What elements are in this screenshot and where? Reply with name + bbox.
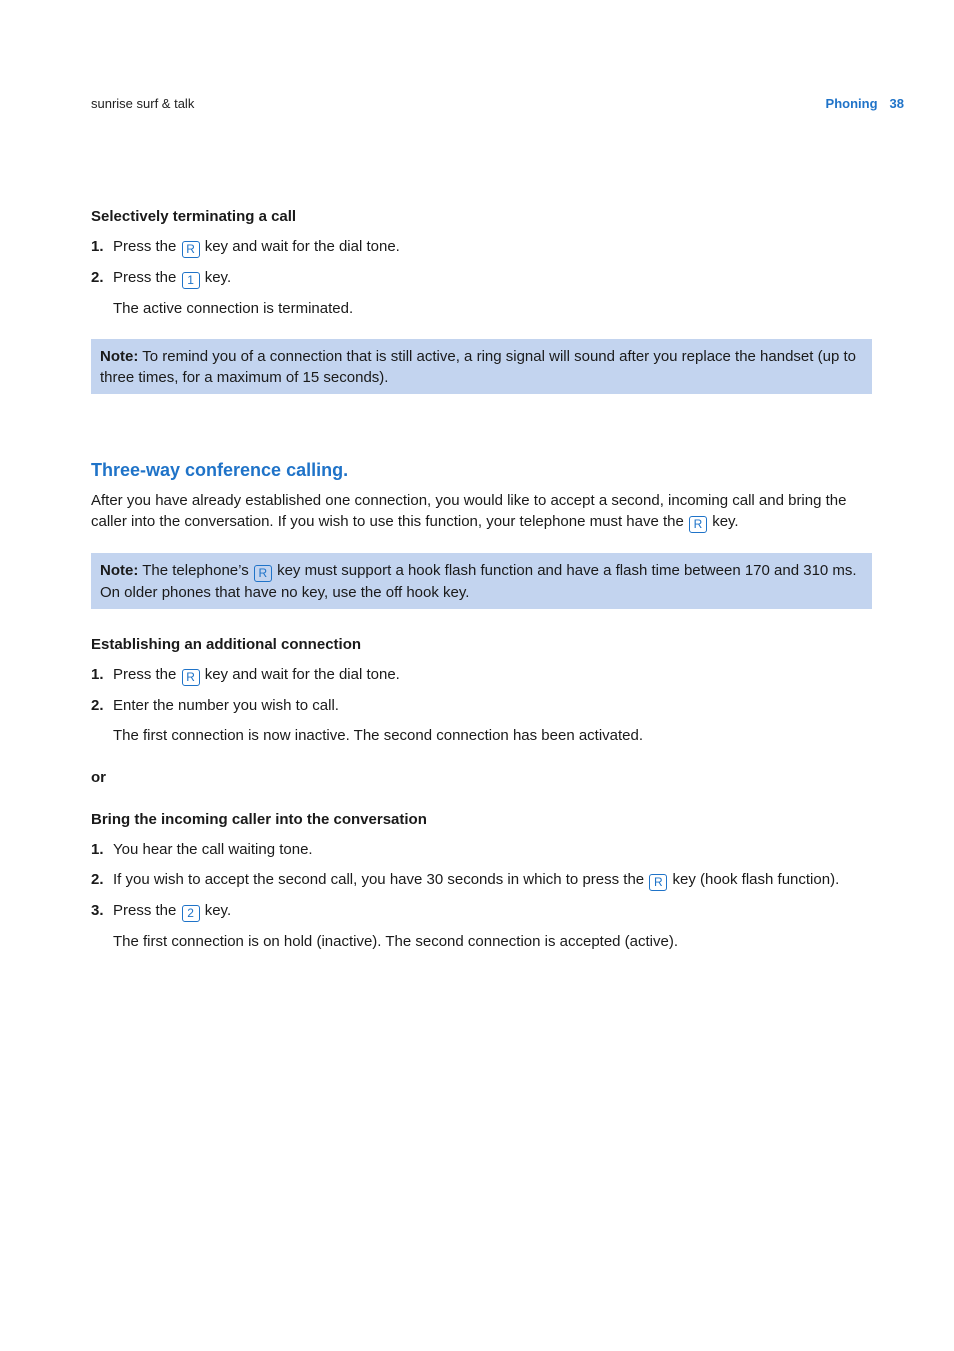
- running-header-title: sunrise surf & talk: [91, 96, 195, 111]
- step-number: 1.: [91, 666, 104, 683]
- step-number: 2.: [91, 871, 104, 888]
- r-key-icon: R: [689, 516, 707, 533]
- step-text-post: key.: [204, 902, 232, 919]
- establish-step-2: [91, 695, 872, 716]
- r-key-icon: R: [182, 241, 200, 258]
- bring-result: The first connection is on hold (inactive). The second connection is accepted (active).: [113, 933, 679, 950]
- note-label: Note:: [100, 348, 139, 365]
- establish-result: The first connection is now inactive. The second connection has been activated.: [113, 727, 644, 744]
- step-text-pre: Press the: [113, 666, 177, 683]
- step-number: 2.: [91, 697, 104, 714]
- establish-step-1: [91, 664, 872, 686]
- section-title-conference: Three-way conference calling.: [91, 460, 349, 480]
- step-text-post: key and wait for the dial tone.: [204, 666, 400, 683]
- step-text-post: key (hook flash function).: [672, 871, 840, 888]
- bring-step-1: [91, 839, 872, 860]
- note-box-conference: [91, 553, 872, 609]
- or-separator: or: [91, 769, 106, 786]
- step-text-post: key.: [204, 269, 232, 286]
- conference-intro: [91, 490, 872, 533]
- section-name: Phoning: [825, 96, 878, 111]
- step-text-pre: Press the: [113, 902, 177, 919]
- terminate-step-1: [91, 236, 872, 258]
- note-box-terminate: [91, 339, 872, 394]
- page-content: [91, 206, 872, 961]
- step-text-post: key and wait for the dial tone.: [204, 238, 400, 255]
- bring-step-3: [91, 900, 872, 922]
- note-text: To remind you of a connection that is still active, a ring signal will sound after you replace the handset (up to three times, for a maximum of 15 seconds).: [100, 348, 856, 386]
- step-text: Enter the number you wish to call.: [113, 697, 339, 714]
- step-number: 1.: [91, 841, 104, 858]
- subheading-terminate: Selectively terminating a call: [91, 208, 297, 225]
- bring-step-2: [91, 869, 872, 891]
- note-text-post: key must support a hook flash function and have a flash time between 170 and 310 ms. On older phones that have no key, use the off hook key.: [100, 562, 857, 601]
- intro-text-pre: After you have already established one connection, you would like to accept a second, incoming call and bring the caller into the conversation. If you wish to use this function, your telephone must have the: [91, 492, 847, 530]
- subheading-establish: Establishing an additional connection: [91, 636, 362, 653]
- terminate-result: The active connection is terminated.: [113, 300, 354, 317]
- step-number: 2.: [91, 269, 104, 286]
- note-label: Note:: [100, 562, 139, 579]
- subheading-bring: Bring the incoming caller into the conversation: [91, 811, 427, 828]
- step-text-pre: Press the: [113, 238, 177, 255]
- r-key-icon: R: [649, 874, 667, 891]
- step-text-pre: If you wish to accept the second call, you have 30 seconds in which to press the: [113, 871, 645, 888]
- running-header-section: [826, 96, 904, 111]
- page-number: 38: [889, 96, 904, 111]
- one-key-icon: 1: [182, 272, 200, 289]
- note-text-pre: The telephone’s: [142, 562, 249, 579]
- step-text: You hear the call waiting tone.: [113, 841, 313, 858]
- step-number: 3.: [91, 902, 104, 919]
- two-key-icon: 2: [182, 905, 200, 922]
- intro-text-post: key.: [712, 513, 739, 530]
- terminate-step-2: [91, 267, 872, 289]
- step-number: 1.: [91, 238, 104, 255]
- step-text-pre: Press the: [113, 269, 177, 286]
- r-key-icon: R: [254, 565, 272, 582]
- r-key-icon: R: [182, 669, 200, 686]
